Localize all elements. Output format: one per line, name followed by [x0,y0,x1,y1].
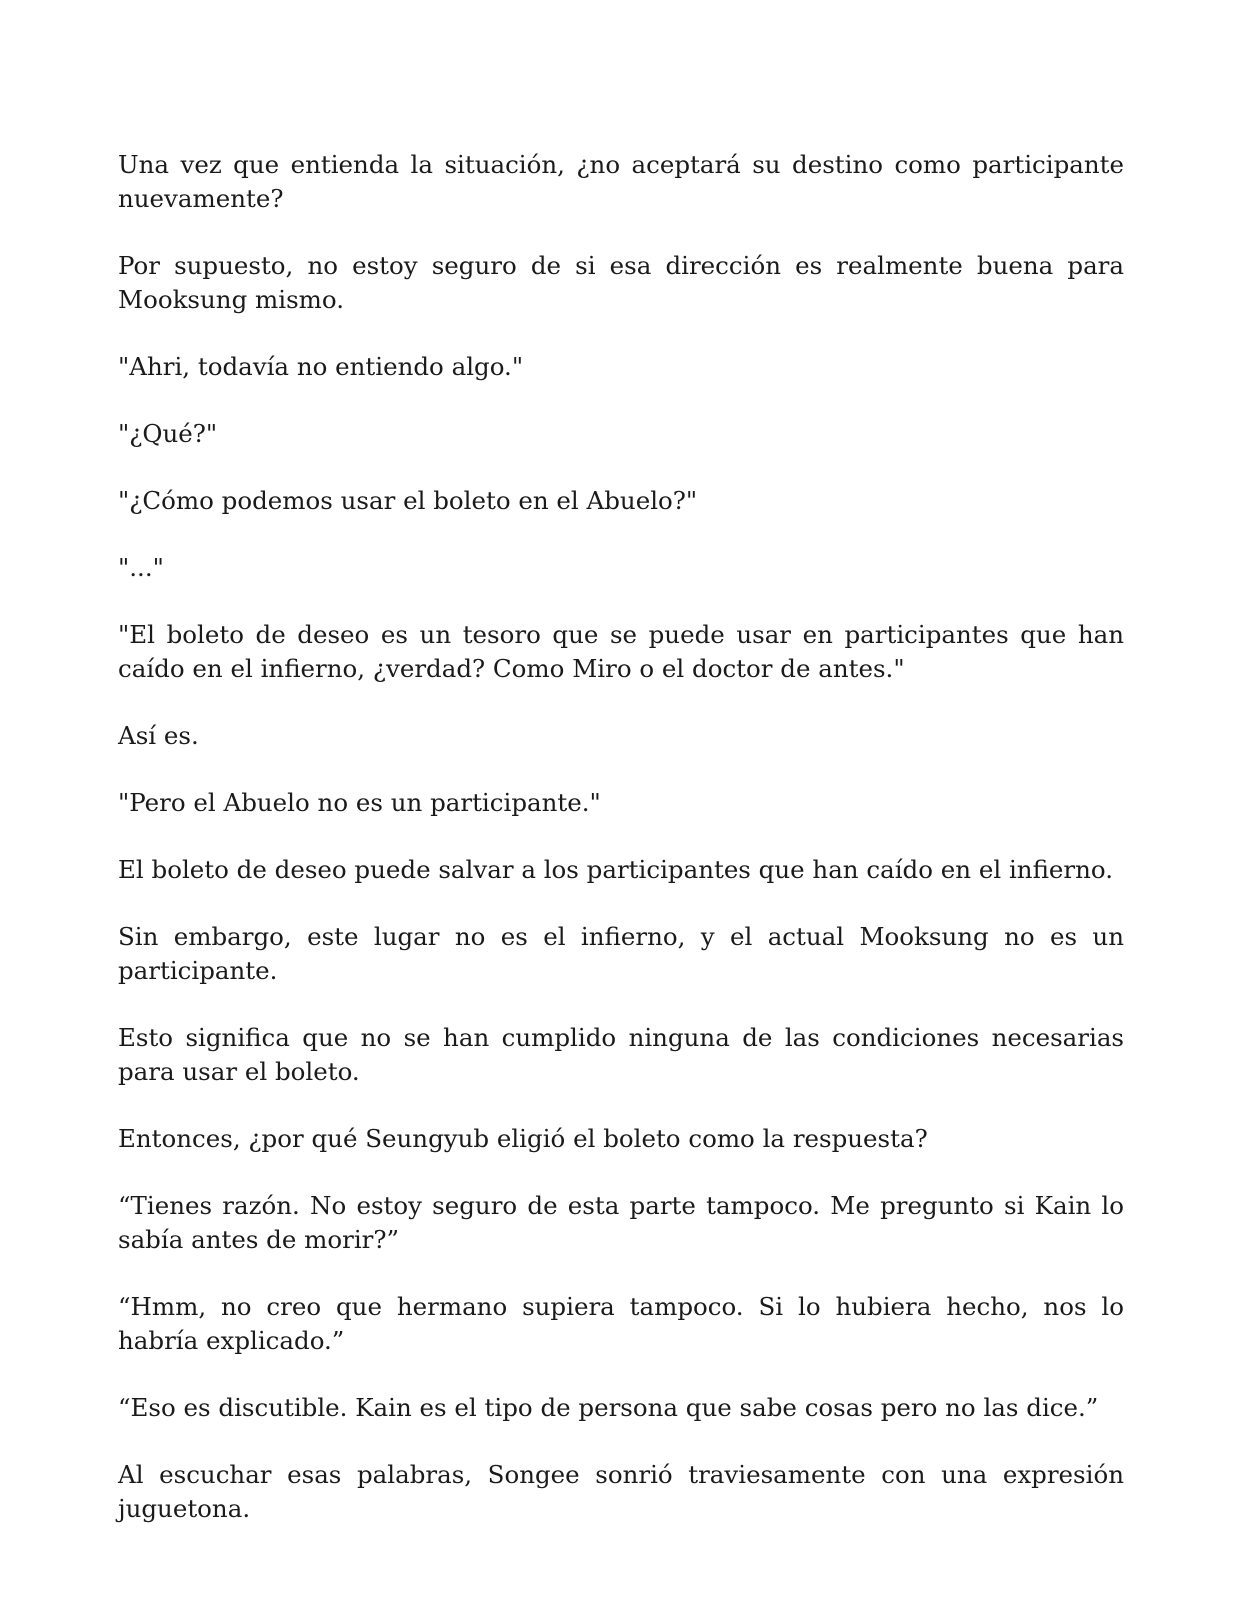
document-page [118,148,1124,1559]
paragraph-13: Entonces, ¿por qué Seungyub eligió el boleto como la respuesta? [118,1124,928,1153]
paragraph-3: "Ahri, todavía no entiendo algo." [118,352,524,381]
paragraph-7: "El boleto de deseo es un tesoro que se puede usar en participantes que han caído en el infierno, ¿verdad? Como Miro o el doctor de antes." [118,620,1124,683]
paragraph-6: "..." [118,553,164,582]
paragraph-5: "¿Cómo podemos usar el boleto en el Abuelo?" [118,486,698,515]
paragraph-17: Al escuchar esas palabras, Songee sonrió traviesamente con una expresión juguetona. [118,1460,1124,1523]
paragraph-10: El boleto de deseo puede salvar a los participantes que han caído en el infierno. [118,855,1114,884]
paragraph-2: Por supuesto, no estoy seguro de si esa dirección es realmente buena para Mooksung mismo. [118,251,1124,314]
paragraph-12: Esto significa que no se han cumplido ninguna de las condiciones necesarias para usar el boleto. [118,1023,1124,1086]
paragraph-15: “Hmm, no creo que hermano supiera tampoco. Si lo hubiera hecho, nos lo habría explicado.” [118,1292,1124,1355]
paragraph-9: "Pero el Abuelo no es un participante." [118,788,601,817]
paragraph-8: Así es. [118,721,199,750]
paragraph-14: “Tienes razón. No estoy seguro de esta parte tampoco. Me pregunto si Kain lo sabía antes de morir?” [118,1191,1124,1254]
paragraph-16: “Eso es discutible. Kain es el tipo de persona que sabe cosas pero no las dice.” [118,1393,1099,1422]
paragraph-1: Una vez que entienda la situación, ¿no aceptará su destino como participante nuevamente? [118,150,1124,213]
paragraph-4: "¿Qué?" [118,419,218,448]
paragraph-11: Sin embargo, este lugar no es el infierno, y el actual Mooksung no es un participante. [118,922,1124,985]
